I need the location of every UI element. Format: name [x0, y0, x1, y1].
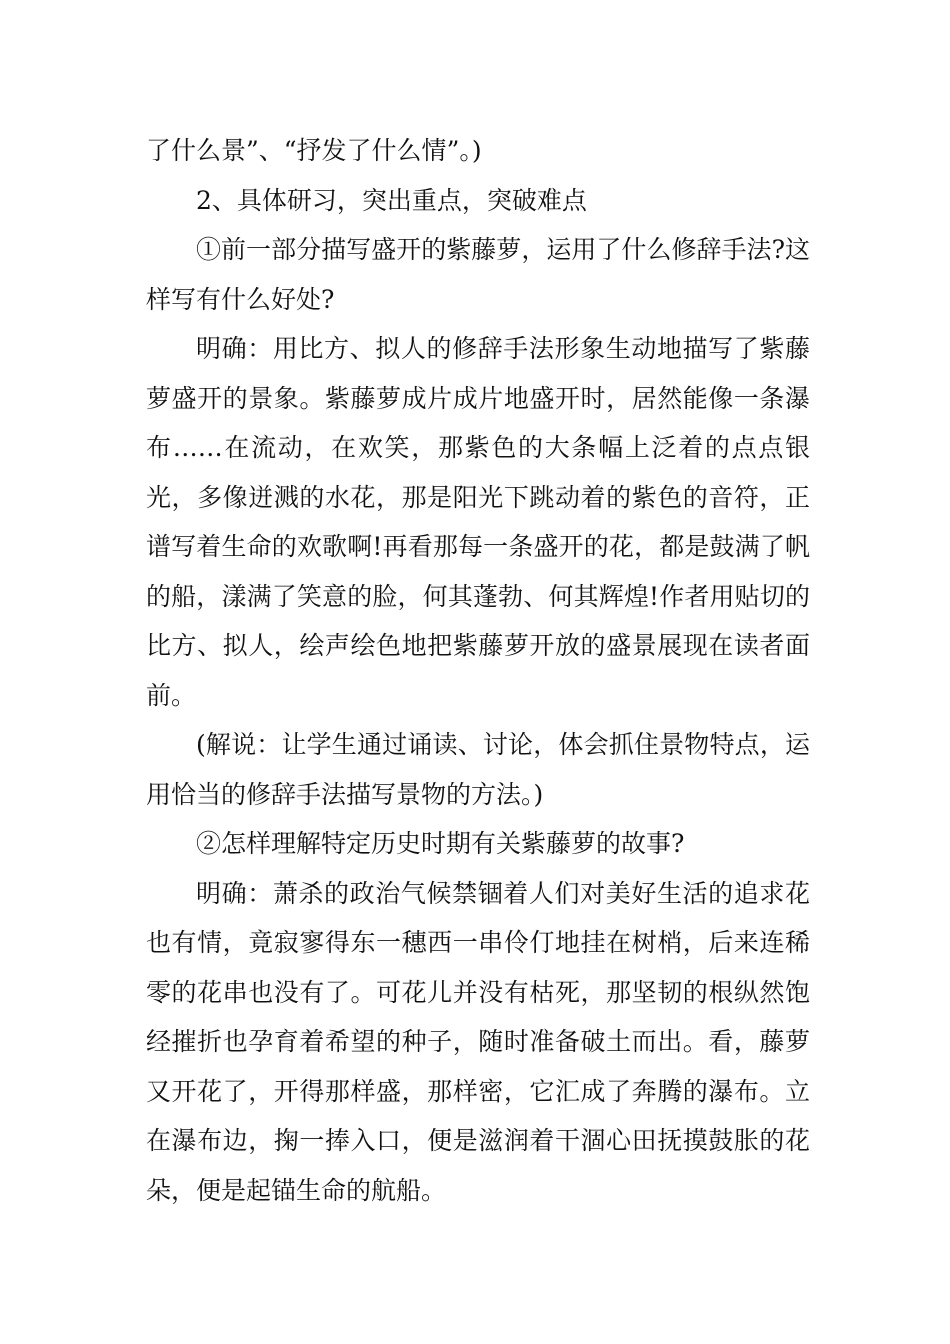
- document-body: [146, 126, 810, 1215]
- paragraph-5: (解说：让学生通过诵读、讨论，体会抓住景物特点，运用恰当的修辞手法描写景物的方法。): [146, 730, 810, 809]
- paragraph-4: 明确：用比方、拟人的修辞手法形象生动地描写了紫藤萝盛开的景象。紫藤萝成片成片地盛开时，居然能像一条瀑布……在流动，在欢笑，那紫色的大条幅上泛着的点点银光，多像迸溅的水花，那是阳光下跳动着的紫色的音符，正谱写着生命的欢歌啊!再看那每一条盛开的花，都是鼓满了帆的船，漾满了笑意的脸，何其蓬勃、何其辉煌!作者用贴切的比方、拟人，绘声绘色地把紫藤萝开放的盛景展现在读者面前。: [146, 334, 810, 710]
- paragraph-3: ①前一部分描写盛开的紫藤萝，运用了什么修辞手法?这样写有什么好处?: [146, 235, 810, 314]
- paragraph-1: 了什么景”、“抒发了什么情”。): [146, 136, 482, 165]
- paragraph-7: 明确：萧杀的政治气候禁锢着人们对美好生活的追求花也有情，竟寂寥得东一穗西一串伶仃地挂在树梢，后来连稀零的花串也没有了。可花儿并没有枯死，那坚韧的根纵然饱经摧折也孕育着希望的种子，随时准备破土而出。看，藤萝又开花了，开得那样盛，那样密，它汇成了奔腾的瀑布。立在瀑布边，掬一捧入口，便是滋润着干涸心田抚摸鼓胀的花朵，便是起锚生命的航船。: [146, 878, 810, 1205]
- paragraph-6: ②怎样理解特定历史时期有关紫藤萝的故事?: [196, 829, 685, 858]
- paragraph-2: 2、具体研习，突出重点，突破难点: [196, 185, 587, 215]
